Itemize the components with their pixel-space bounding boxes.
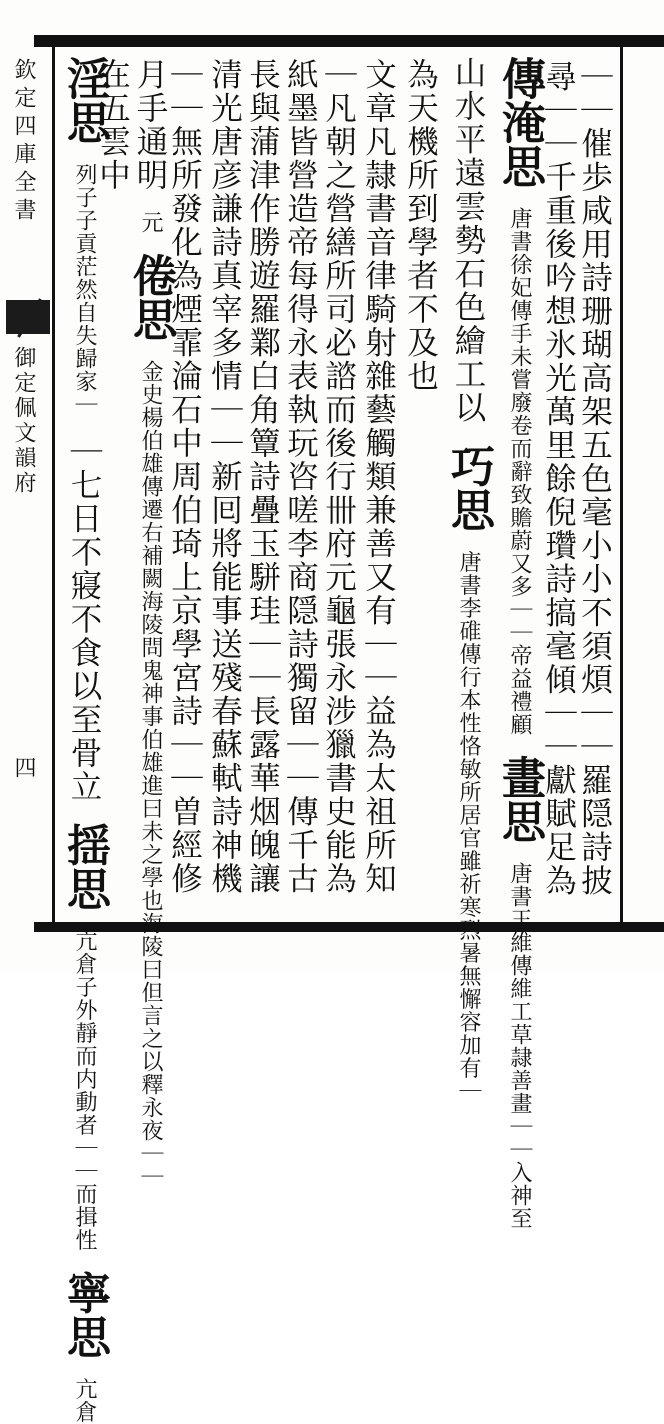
column-text: 月手通明 [132, 58, 168, 192]
headword-ning-si: 寧思 [59, 1270, 110, 1359]
top-border [34, 35, 664, 47]
text-column-5: 為天機所到學者不及也 [402, 58, 439, 393]
right-border [620, 35, 623, 931]
headword-yin-si: 淫思 [59, 56, 110, 144]
text-column-10: 清光唐彦謙詩真宰多情｜｜新囘將能事送殘春蘇軾詩神機 [206, 58, 243, 896]
gutter-divider [52, 35, 55, 931]
headword-note: 唐書徐妃傳手未嘗廢卷而辭致贍蔚又多｜｜帝益禮顧 [507, 207, 532, 736]
headword-qiao-si: 巧思 [443, 443, 494, 532]
text-column-11: ｜｜無所發化為煙霏淪石中周伯琦上京學宮詩｜｜曽經修 [166, 58, 203, 896]
text-column-9: 長與蒲津作勝遊羅鄴白角簟詩疊玉駢珪｜｜長露華烟魄讓 [244, 58, 281, 896]
text-column-6: 文章凡隷書音律騎射雜藝觸類兼善又有｜｜益為太祖所知 [360, 58, 397, 896]
text-column-3 [494, 56, 545, 1230]
headword-hua-si: 畫思 [494, 755, 545, 843]
text-column-8: 紙墨皆營造帝每得永表執玩咨嗟李商隠詩獨留｜｜傳千古 [282, 58, 319, 896]
text-column-4 [443, 56, 494, 1103]
headword-note: 列子子貢茫然自失歸家｜ [72, 163, 97, 416]
text-column-1: ｜｜催歩咸用詩珊瑚高架五色毫小小不須煩｜｜羅隠詩披 [576, 60, 613, 898]
text-column-14 [59, 56, 110, 1424]
headword-note: 亢倉 [72, 1377, 97, 1424]
headword-juan-si: 倦思 [125, 253, 176, 341]
gutter-title-bottom: 御定佩文韻府 [11, 346, 36, 496]
headword-yan-si: 傳淹思 [494, 56, 545, 188]
column-text: 山水平遠雲勢石色繪工以 [450, 56, 486, 425]
text-column-13-visible: 在五雲中 [94, 58, 131, 192]
gutter-title-top: 欽定四庫全書 [11, 58, 36, 226]
headword-note: 亢倉子外靜而内動者｜｜而揖性 [72, 929, 97, 1252]
headword-note: 唐書李碓傳行本性恪敏所居官雖祈寒烈暑無懈容加有｜ [456, 550, 481, 1103]
text-column-2: 尋｜｜千重後吟想氷光萬里餘倪瓚詩搞毫傾｜｜獻賦足為 [540, 60, 577, 898]
gutter-page-number: 四 [11, 756, 36, 784]
text-column-12 [125, 58, 176, 1188]
text-column-7: ｜凡朝之營繕所司必諮而後行卌府元龜張永涉獵書史能為 [320, 58, 357, 896]
headword-note: 金史楊伯雄傳遷右補闕海陵問鬼神事伯雄進曰未之學也海陵曰但言之以釋永夜｜｜ [138, 360, 163, 1188]
column-text: ｜七日不寢不食以至骨立 [66, 435, 102, 804]
headword-note-lead: 元 [138, 211, 163, 234]
headword-note: 唐書王維傳維工草隷善畫｜｜入神至 [507, 862, 532, 1230]
headword-yao-si: 揺思 [59, 822, 110, 911]
